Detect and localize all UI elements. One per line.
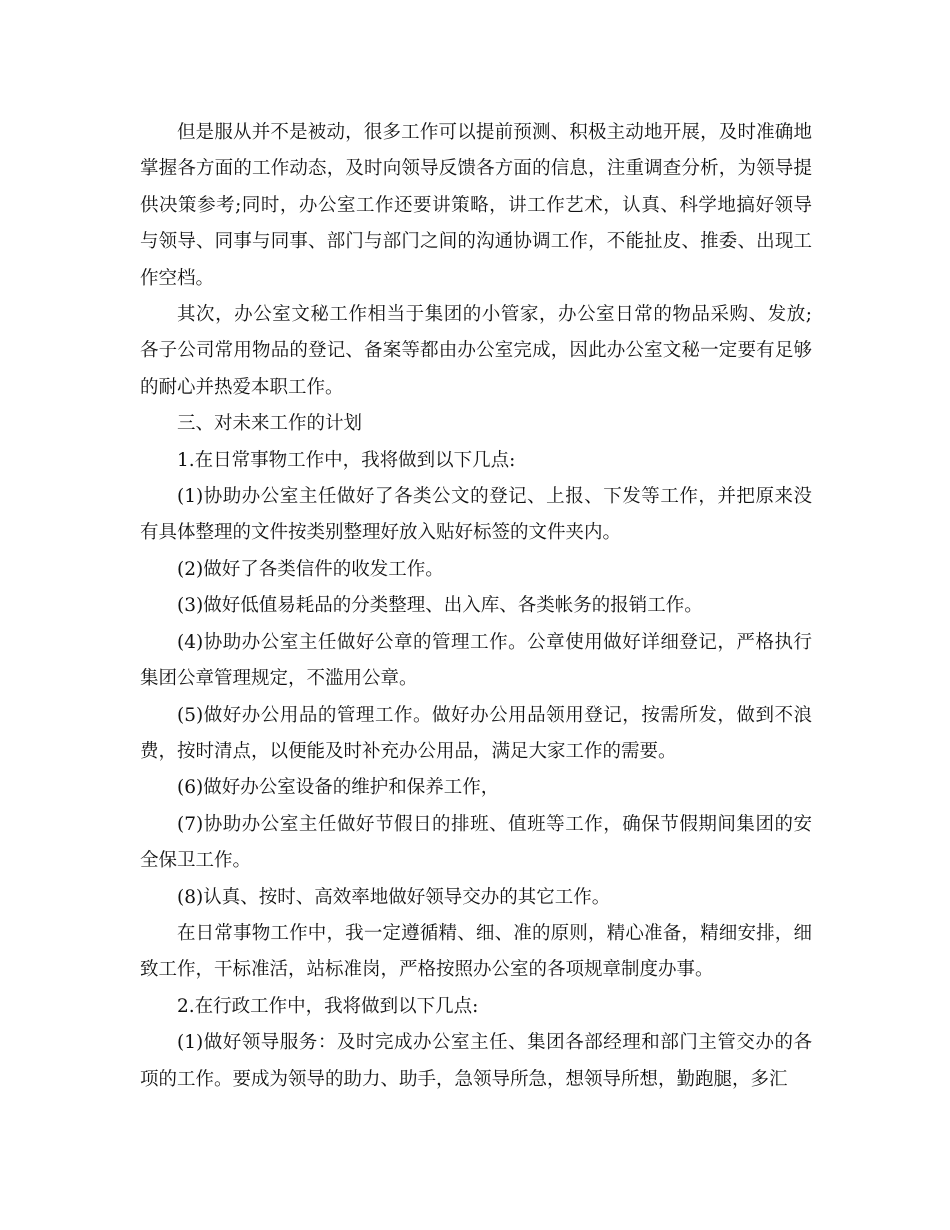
list-item: (8)认真、按时、高效率地做好领导交办的其它工作。 [177,886,611,908]
list-item: (5)做好办公用品的管理工作。做好办公用品领用登记，按需所发，做到不浪费，按时清点，以便能及时补充办公用品，满足大家工作的需要。 [140,704,812,762]
subsection-heading: 1.在日常事物工作中，我将做到以下几点: [177,449,516,471]
document-body [140,115,812,1098]
list-item: (4)协助办公室主任做好公章的管理工作。公章使用做好详细登记，严格执行集团公章管理规定，不滥用公章。 [140,631,812,690]
paragraph: 其次，办公室文秘工作相当于集团的小管家，办公室日常的物品采购、发放;各子公司常用物品的登记、备案等都由办公室完成，因此办公室文秘一定要有足够的耐心并热爱本职工作。 [140,304,812,398]
list-item: (2)做好了各类信件的收发工作。 [177,558,444,580]
list-item: (3)做好低值易耗品的分类整理、出入库、各类帐务的报销工作。 [177,595,703,617]
paragraph: 但是服从并不是被动，很多工作可以提前预测、积极主动地开展，及时准确地掌握各方面的工作动态，及时向领导反馈各方面的信息，注重调查分析，为领导提供决策参考;同时，办公室工作还要讲策略，讲工作艺术，认真、科学地搞好领导与领导、同事与同事、部门与部门之间的沟通协调工作，不能扯皮、推委、出现工作空档。 [140,122,812,289]
section-heading: 三、对未来工作的计划 [177,413,363,435]
subsection-heading: 2.在行政工作中，我将做到以下几点: [177,995,479,1017]
list-item: (7)协助办公室主任做好节假日的排班、值班等工作，确保节假期间集团的安全保卫工作。 [140,813,812,872]
list-item: (1)协助办公室主任做好了各类公文的登记、上报、下发等工作，并把原来没有具体整理的文件按类别整理好放入贴好标签的文件夹内。 [140,486,812,544]
list-item: (6)做好办公室设备的维护和保养工作， [177,777,500,799]
paragraph: 在日常事物工作中，我一定遵循精、细、准的原则，精心准备，精细安排，细致工作，干标准活，站标准岗，严格按照办公室的各项规章制度办事。 [140,922,812,981]
list-item: (1)做好领导服务：及时完成办公室主任、集团各部经理和部门主管交办的各项的工作。要成为领导的助力、助手，急领导所急，想领导所想，勤跑腿，多汇 [140,1032,812,1090]
